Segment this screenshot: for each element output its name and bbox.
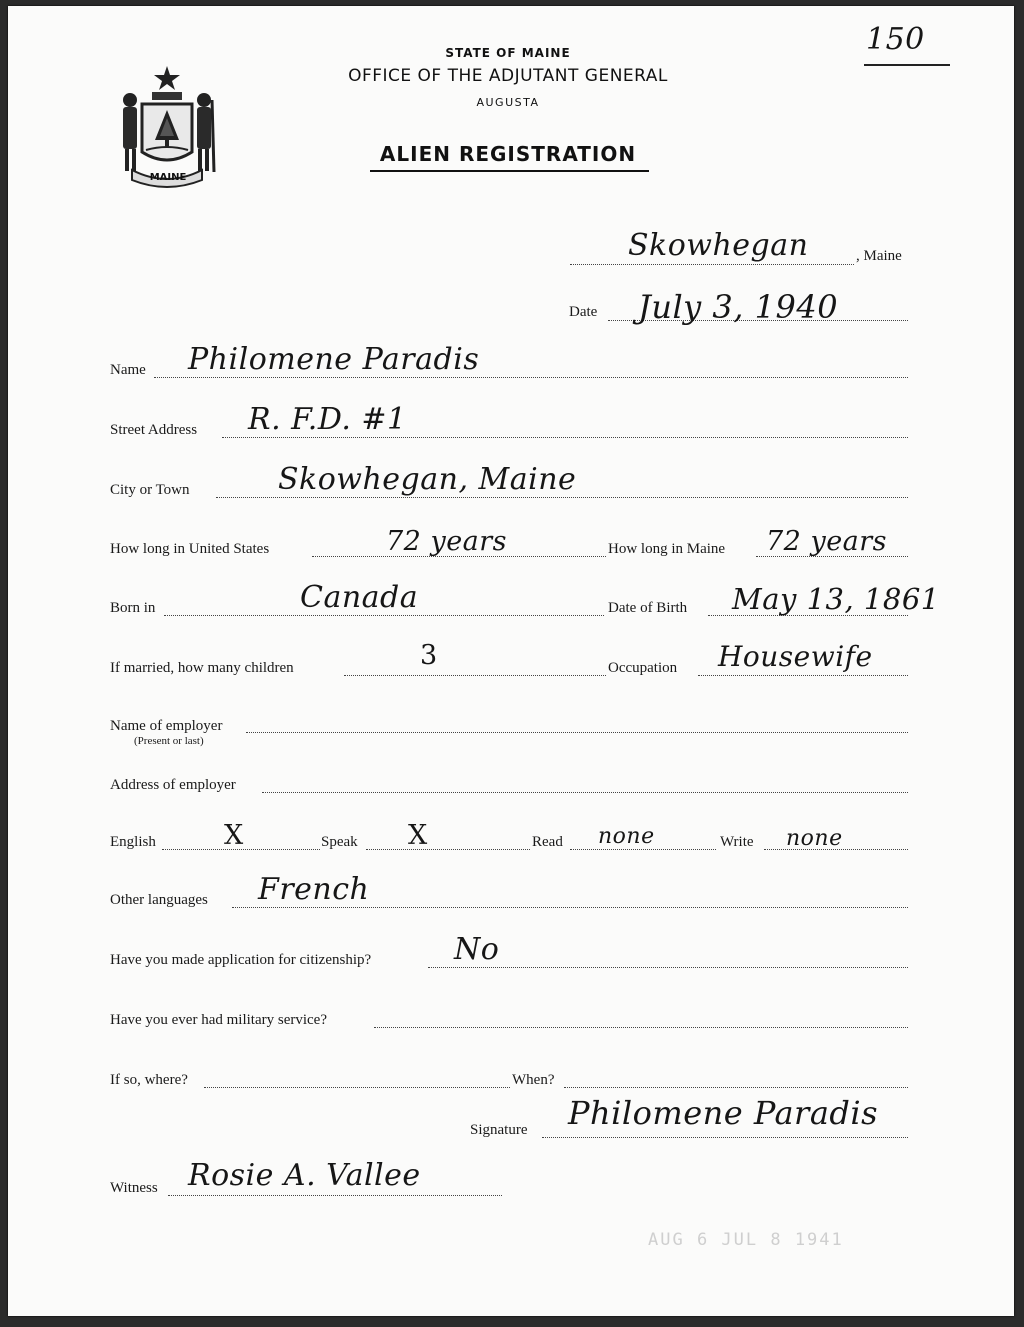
citizenship-line [428, 967, 908, 968]
street-label: Street Address [110, 422, 198, 438]
where-label: If so, where? [110, 1072, 188, 1088]
born-in-label: Born in [110, 600, 156, 616]
signature-line [542, 1137, 908, 1138]
title-underline [370, 170, 649, 172]
english-label: English [110, 834, 156, 850]
street-value: R. F.D. #1 [248, 402, 407, 437]
form-title: ALIEN REGISTRATION [379, 142, 637, 166]
other-languages-label: Other languages [110, 892, 208, 908]
speak-value: X [408, 820, 428, 851]
occupation-value: Housewife [718, 640, 873, 673]
date-label: Date [569, 304, 598, 320]
place-line [570, 264, 854, 265]
date-of-birth-value: May 13, 1861 [732, 582, 940, 616]
read-line [570, 849, 716, 850]
city-label: City or Town [110, 482, 190, 498]
city-heading: AUGUSTA [476, 96, 540, 109]
occupation-line [698, 675, 908, 676]
children-value: 3 [420, 640, 438, 671]
children-line [344, 675, 606, 676]
born-in-line [164, 615, 604, 616]
seal-banner-text: MAINE [149, 172, 187, 183]
citizenship-value: No [454, 932, 500, 967]
employer-name-label: Name of employer [110, 718, 223, 734]
witness-label: Witness [110, 1180, 158, 1196]
employer-name-sublabel: (Present or last) [134, 735, 204, 747]
where-line [204, 1087, 510, 1088]
read-label: Read [532, 834, 563, 850]
occupation-label: Occupation [608, 660, 678, 676]
file-number-underline [864, 64, 950, 66]
speak-line [366, 849, 530, 850]
street-line [222, 437, 908, 438]
name-label: Name [110, 362, 146, 378]
name-line [154, 377, 908, 378]
write-value: none [786, 826, 843, 851]
date-of-birth-label: Date of Birth [608, 600, 688, 616]
when-line [564, 1087, 908, 1088]
city-line [216, 497, 908, 498]
write-label: Write [720, 834, 754, 850]
signature-label: Signature [470, 1122, 528, 1138]
citizenship-label: Have you made application for citizenship? [110, 952, 372, 968]
military-label: Have you ever had military service? [110, 1012, 327, 1028]
born-in-value: Canada [300, 580, 419, 615]
place-suffix: , Maine [856, 248, 902, 264]
how-long-us-value: 72 years [386, 526, 508, 557]
read-value: none [598, 824, 655, 849]
registration-form [8, 6, 1014, 1316]
file-number: 150 [866, 22, 925, 57]
english-value: X [224, 820, 244, 851]
other-languages-value: French [258, 872, 370, 907]
employer-name-line [246, 732, 908, 733]
name-value: Philomene Paradis [188, 342, 480, 377]
witness-line [168, 1195, 502, 1196]
state-heading: STATE OF MAINE [445, 46, 571, 60]
military-line [374, 1027, 908, 1028]
date-value: July 3, 1940 [638, 288, 839, 326]
received-stamp: AUG 6 JUL 8 1941 [648, 1230, 844, 1250]
place-value: Skowhegan [628, 228, 809, 263]
how-long-us-label: How long in United States [110, 541, 270, 557]
employer-address-line [262, 792, 908, 793]
maine-seal-icon [108, 60, 226, 190]
speak-label: Speak [321, 834, 358, 850]
how-long-maine-value: 72 years [766, 526, 888, 557]
children-label: If married, how many children [110, 660, 294, 676]
how-long-maine-label: How long in Maine [608, 541, 726, 557]
witness-value: Rosie A. Vallee [188, 1158, 421, 1193]
when-label: When? [512, 1072, 555, 1088]
city-value: Skowhegan, Maine [278, 462, 577, 497]
employer-address-label: Address of employer [110, 777, 236, 793]
signature-value: Philomene Paradis [568, 1094, 879, 1132]
other-languages-line [232, 907, 908, 908]
office-heading: OFFICE OF THE ADJUTANT GENERAL [348, 66, 668, 86]
